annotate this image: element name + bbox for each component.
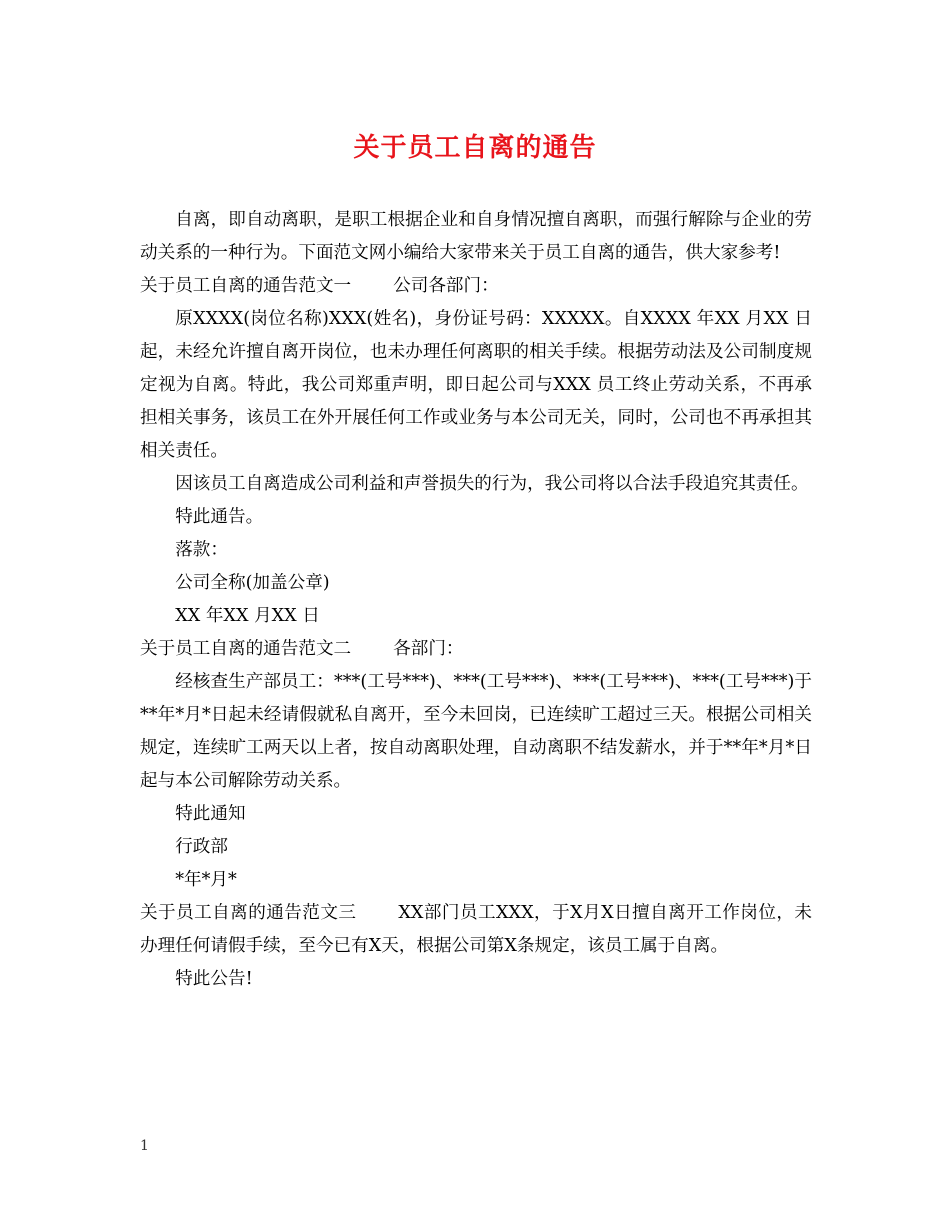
- section2-paragraph-1: 经核查生产部员工：***(工号***)、***(工号***)、***(工号***)、***(工号***)于**年*月*日起未经请假就私自离开，至今未回岗，已连续旷工超过三天。根据公司相关规定，连续旷工两天以上者，按自动离职处理，自动离职不结发薪水，并于**年*月*日起与本公司解除劳动关系。: [140, 672, 812, 791]
- document-body: [140, 204, 812, 996]
- section3-paragraph: [140, 897, 812, 963]
- section1-paragraph-2: 因该员工自离造成公司利益和声誉损失的行为，我公司将以合法手段追究其责任。: [175, 474, 809, 494]
- section3-closing: 特此公告!: [175, 969, 253, 989]
- section1-heading-line: [140, 270, 812, 303]
- section1-heading: 关于员工自离的通告范文一: [140, 276, 352, 296]
- section1-paragraph-1: 原XXXX(岗位名称)XXX(姓名)，身份证号码：XXXXX。自XXXX 年XX 月XX 日起，未经允许擅自离开岗位，也未办理任何离职的相关手续。根据劳动法及公司制度规定视为自离。特此，我公司郑重声明，即日起公司与XXX 员工终止劳动关系，不再承担相关事务，该员工在外开展任何工作或业务与本公司无关，同时，公司也不再承担其相关责任。: [140, 309, 812, 461]
- section1-signature-date: XX 年XX 月XX 日: [175, 606, 320, 626]
- section1-addressee: 公司各部门：: [393, 276, 499, 296]
- section1-closing: 特此通告。: [175, 507, 264, 527]
- section1-signature-company: 公司全称(加盖公章): [175, 573, 330, 593]
- section2-date: *年*月*: [175, 870, 237, 890]
- section2-closing: 特此通知: [175, 804, 246, 824]
- section2-addressee: 各部门：: [393, 639, 464, 659]
- section2-heading: 关于员工自离的通告范文二: [140, 639, 352, 659]
- page-number: 1: [140, 1138, 149, 1154]
- section3-content: XX部门员工XXX，于X月X日擅自离开工作岗位，未办理任何请假手续，至今已有X天，根据公司第X条规定，该员工属于自离。: [140, 903, 812, 956]
- section2-heading-line: [140, 633, 812, 666]
- page-title: 关于员工自离的通告: [353, 133, 597, 163]
- section1-signature-label: 落款：: [175, 540, 228, 560]
- section3-heading: 关于员工自离的通告范文三: [140, 903, 357, 923]
- intro-paragraph: 自离，即自动离职，是职工根据企业和自身情况擅自离职，而强行解除与企业的劳动关系的一种行为。下面范文网小编给大家带来关于员工自离的通告，供大家参考!: [140, 210, 812, 263]
- section2-department: 行政部: [175, 837, 228, 857]
